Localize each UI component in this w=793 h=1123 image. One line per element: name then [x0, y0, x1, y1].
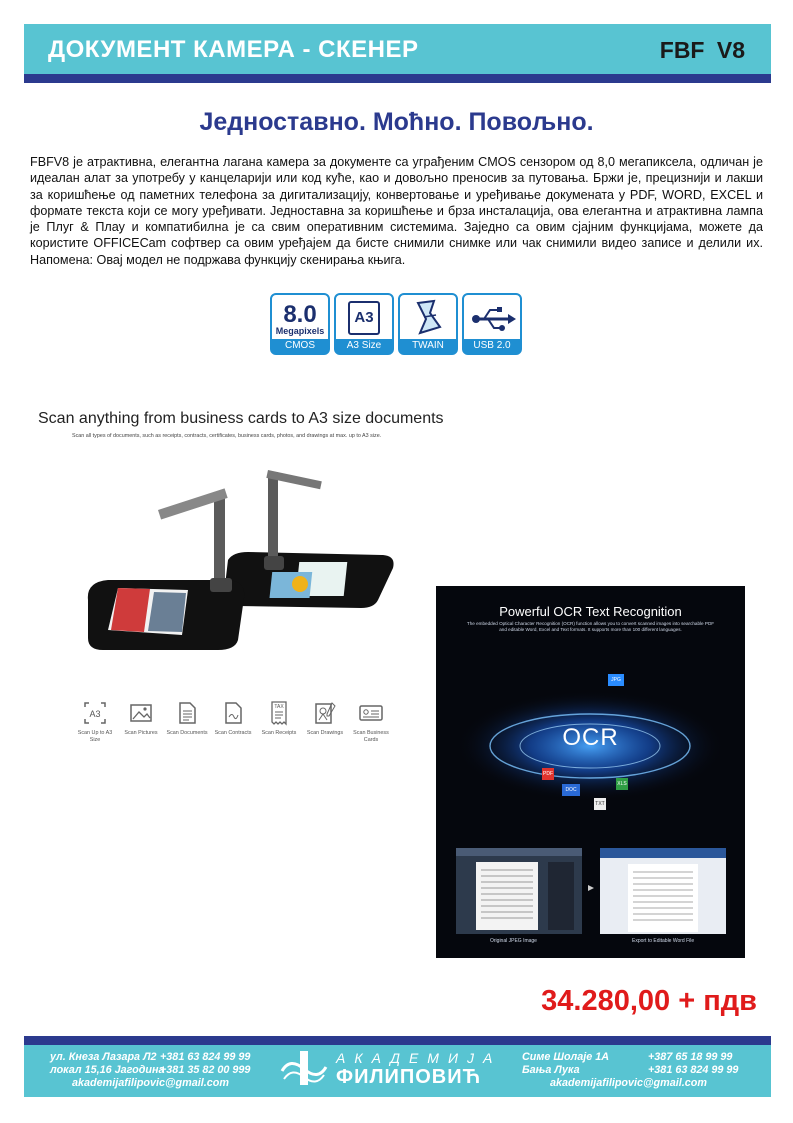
footer-divider — [24, 1036, 771, 1045]
footer-phone-2[interactable]: +381 35 82 00 999 — [160, 1064, 251, 1076]
scan-heading: Scan anything from business cards to A3 size documents — [38, 410, 444, 427]
scan-type-label: Scan Contracts — [214, 730, 252, 736]
receipt-icon — [266, 700, 292, 726]
scan-type-documents — [164, 700, 210, 744]
badge-label: USB 2.0 — [464, 339, 520, 353]
caption-export: Export to Editable Word File — [632, 938, 695, 944]
file-tag-jpg: JPG — [608, 674, 624, 686]
ocr-label: OCR — [562, 724, 619, 751]
megapixel-value: 8.0 — [283, 301, 317, 328]
usb-badge — [462, 293, 522, 355]
scan-type-label: Scan Business Cards — [353, 730, 389, 743]
drawing-icon — [312, 700, 338, 726]
file-tag-xls: XLS — [616, 778, 628, 790]
footer-phone-4[interactable]: +381 63 824 99 99 — [648, 1064, 739, 1076]
header-divider — [24, 74, 771, 83]
business-card-icon — [358, 700, 384, 726]
scan-type-label: Scan Receipts — [261, 730, 297, 736]
footer-address-2: локал 15,16 Јагодина — [50, 1064, 165, 1076]
megapixel-badge — [270, 293, 330, 365]
scan-type-list — [72, 700, 394, 744]
product-description: FBFV8 је атрактивна, елегантна лагана камера за документе са уграђеним CMOS сензором од 8,0 мегапиксела, одличан је идеалан алат за употребу у канцеларији или код куће, као и довољно преносив за путовања. Бржи је, прецизнији и лакши за коришћење од паметних телефона за дигитализацију, конвертовање и уређивање докумената у PDF, WORD, EXCEL и формате текста који се могу уређивати. Једноставна за коришћење и брза инсталација, ова елегантна и атрактивна лампа је Плуг & Плау и компатибилна је са свим оперативним системима. Заједно са овим сјајним функцијама, можете да користите OFFICECam софтвер са овим уређајем да бисте снимили снимке или чак снимили видео записе и делили их. Напомена: Овај модел не подржава функцију скенирања књига. — [30, 155, 763, 267]
feature-badges — [270, 293, 522, 365]
svg-text:A3: A3 — [89, 709, 101, 719]
footer-address-4: Бања Лука — [522, 1064, 580, 1076]
a3-icon — [82, 700, 108, 726]
badge-label: CMOS Sensor — [272, 339, 328, 353]
price: 34.280,00 + пдв — [541, 985, 757, 1017]
file-tag-doc: DOC — [562, 784, 580, 796]
scan-type-label: Scan Drawings — [306, 730, 344, 736]
scan-type-pictures — [118, 700, 164, 744]
twain-icon — [400, 297, 456, 341]
document-icon — [174, 700, 200, 726]
a3-paper-icon: A3 — [348, 301, 380, 335]
svg-text:TAX: TAX — [274, 704, 284, 710]
footer-email-left[interactable]: akademijafilipovic@gmail.com — [72, 1077, 229, 1089]
scan-subheading: Scan all types of documents, such as receipts, contracts, certificates, business cards, photos, and drawings at max. up to A3 size. — [72, 433, 382, 439]
file-tag-pdf: PDF — [542, 768, 554, 780]
footer-phone-3[interactable]: +387 65 18 99 99 — [648, 1051, 733, 1063]
scan-type-label: Scan Up to A3 Size — [77, 730, 113, 743]
twain-badge — [398, 293, 458, 355]
badge-label: A3 Size — [336, 339, 392, 353]
scan-type-label: Scan Documents — [166, 730, 208, 736]
scan-type-business-cards — [348, 700, 394, 744]
footer-address-1: ул. Кнеза Лазара Л2 — [50, 1051, 157, 1063]
ocr-title: Powerful OCR Text Recognition — [499, 604, 682, 619]
scan-type-contracts — [210, 700, 256, 744]
scan-type-label: Scan Pictures — [124, 730, 158, 736]
usb-icon — [464, 297, 520, 341]
footer-address-3: Симе Шолаје 1А — [522, 1051, 610, 1063]
footer-phone-1[interactable]: +381 63 824 99 99 — [160, 1051, 251, 1063]
megapixel-unit: Megapixels — [275, 326, 325, 336]
a3-badge — [334, 293, 394, 355]
picture-icon — [128, 700, 154, 726]
tagline: Једноставно. Моћно. Повољно. — [199, 108, 594, 136]
scan-type-drawings — [302, 700, 348, 744]
logo-filipovic: ФИЛИПОВИЋ — [336, 1066, 482, 1088]
scan-type-receipts — [256, 700, 302, 744]
model-name: FBF V8 — [659, 37, 745, 63]
academy-logo-icon — [278, 1049, 330, 1091]
caption-original: Original JPEG Image — [490, 938, 537, 944]
footer-email-right[interactable]: akademijafilipovic@gmail.com — [550, 1077, 707, 1089]
logo-academy: АКАДЕМИЈА — [336, 1050, 502, 1066]
arrow-icon — [587, 884, 595, 892]
contract-icon — [220, 700, 246, 726]
ocr-description: The embedded Optical Character Recognition (OCR) function allows you to convert scanned images into searchable PDF and editable Word, Excel and Text formats. It supports more than 100 different languages. — [466, 621, 715, 632]
file-tag-txt: TXT — [594, 798, 606, 810]
original-image-screenshot — [456, 848, 582, 934]
ocr-panel — [436, 586, 745, 958]
scan-type-a3 — [72, 700, 118, 744]
document-camera-image — [78, 460, 408, 650]
badge-label: TWAIN — [400, 339, 456, 353]
page-title: ДОКУМЕНТ КАМЕРА - СКЕНЕР — [48, 36, 419, 63]
word-export-screenshot — [600, 848, 726, 934]
